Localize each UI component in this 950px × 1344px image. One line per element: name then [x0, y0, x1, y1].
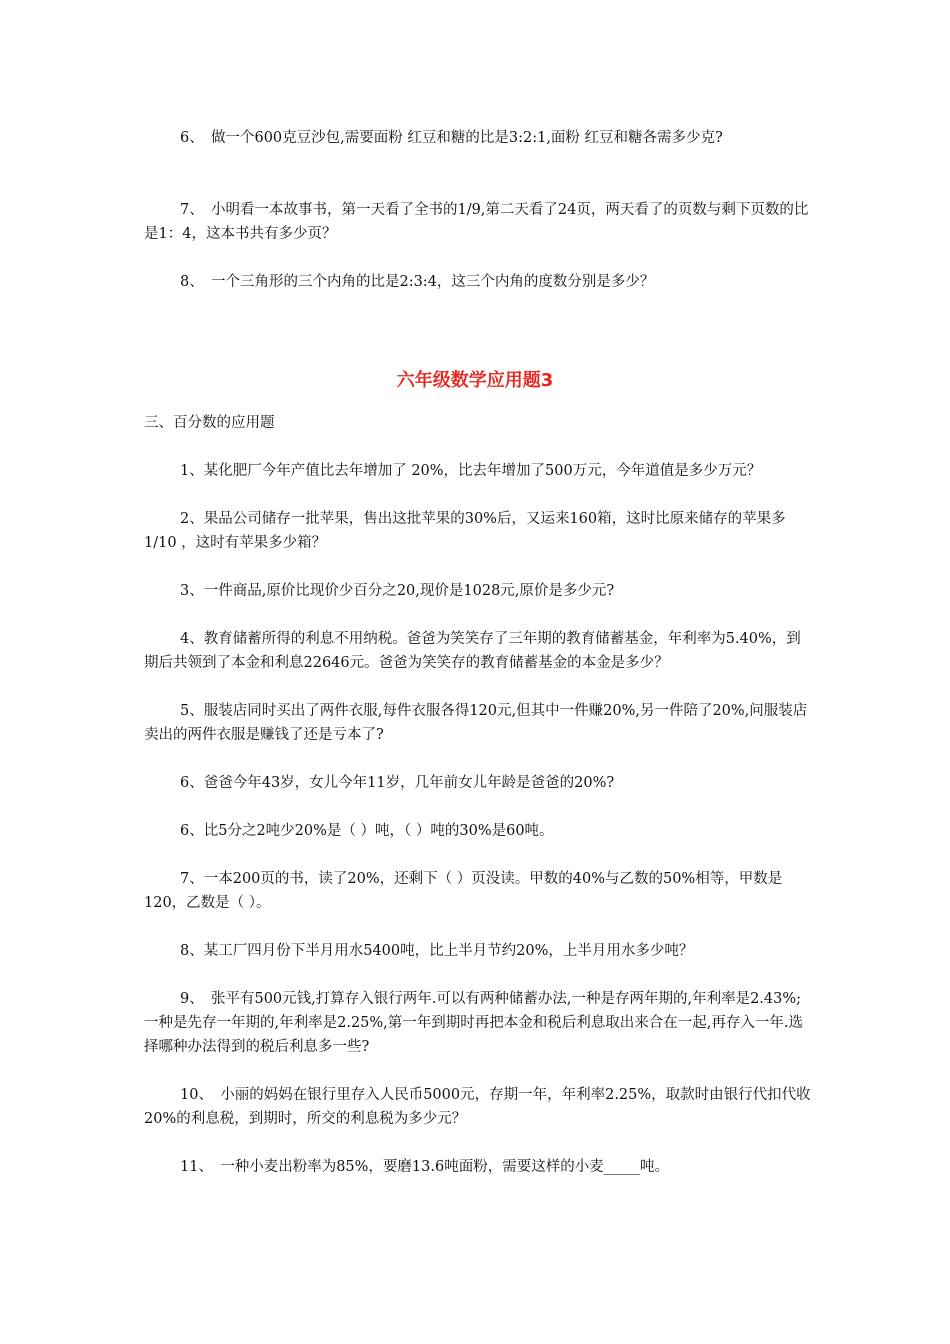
problem-2: 2、果品公司储存一批苹果，售出这批苹果的30%后，又运来160箱，这时比原来储存的苹果多1/10 ，这时有苹果多少箱？	[144, 511, 786, 551]
problem-5: 5、服装店同时买出了两件衣服,每件衣服各得120元,但其中一件赚20%,另一件陪了20%,问服装店卖出的两件衣服是赚钱了还是亏本了?	[144, 703, 808, 743]
problem-7-storybook: 7、 小明看一本故事书，第一天看了全书的1/9,第二天看了24页，两天看了的页数与剩下页数的比是1：4，这本书共有多少页？	[144, 202, 809, 242]
problem-8-water: 8、某工厂四月份下半月用水5400吨，比上半月节约20%，上半月用水多少吨？	[180, 943, 694, 959]
problem-6-tons: 6、比5分之2吨少20%是（ ）吨，（ ）吨的30%是60吨。	[180, 823, 554, 839]
section-heading: 三、百分数的应用题	[144, 415, 275, 431]
problem-7-book: 7、一本200页的书，读了20%，还剩下（ ）页没读。甲数的40%与乙数的50%相等，甲数是120，乙数是（ ）。	[144, 871, 783, 911]
page-title: 六年级数学应用题3	[396, 370, 554, 391]
problem-1: 1、某化肥厂今年产值比去年增加了 20%，比去年增加了500万元，今年道值是多少万元？	[180, 463, 762, 479]
problem-9-savings: 9、 张平有500元钱,打算存入银行两年.可以有两种储蓄办法,一种是存两年期的,年利率是2.43%;一种是先存一年期的,年利率是2.25%,第一年到期时再把本金和税后利息取出来合在一起,再存入一年.选择哪种办法得到的税后利息多一些?	[144, 991, 803, 1055]
problem-8-triangle: 8、 一个三角形的三个内角的比是2:3:4，这三个内角的度数分别是多少？	[180, 274, 655, 290]
problem-4: 4、教育储蓄所得的利息不用纳税。爸爸为笑笑存了三年期的教育储蓄基金，年利率为5.40%，到期后共领到了本金和利息22646元。爸爸为笑笑存的教育储蓄基金的本金是多少？	[144, 631, 801, 671]
problem-6-age: 6、爸爸今年43岁，女儿今年11岁，几年前女儿年龄是爸爸的20%?	[180, 775, 615, 791]
problem-10-interest-tax: 10、 小丽的妈妈在银行里存入人民币5000元，存期一年，年利率2.25%，取款时由银行代扣代收20%的利息税，到期时，所交的利息税为多少元？	[144, 1087, 811, 1127]
problem-3: 3、一件商品,原价比现价少百分之20,现价是1028元,原价是多少元?	[180, 583, 615, 599]
problem-6-ratio: 6、 做一个600克豆沙包,需要面粉 红豆和糖的比是3:2:1,面粉 红豆和糖各需多少克?	[180, 130, 723, 146]
problem-11-wheat: 11、 一种小麦出粉率为85%，要磨13.6吨面粉，需要这样的小麦_____吨。	[180, 1159, 669, 1175]
